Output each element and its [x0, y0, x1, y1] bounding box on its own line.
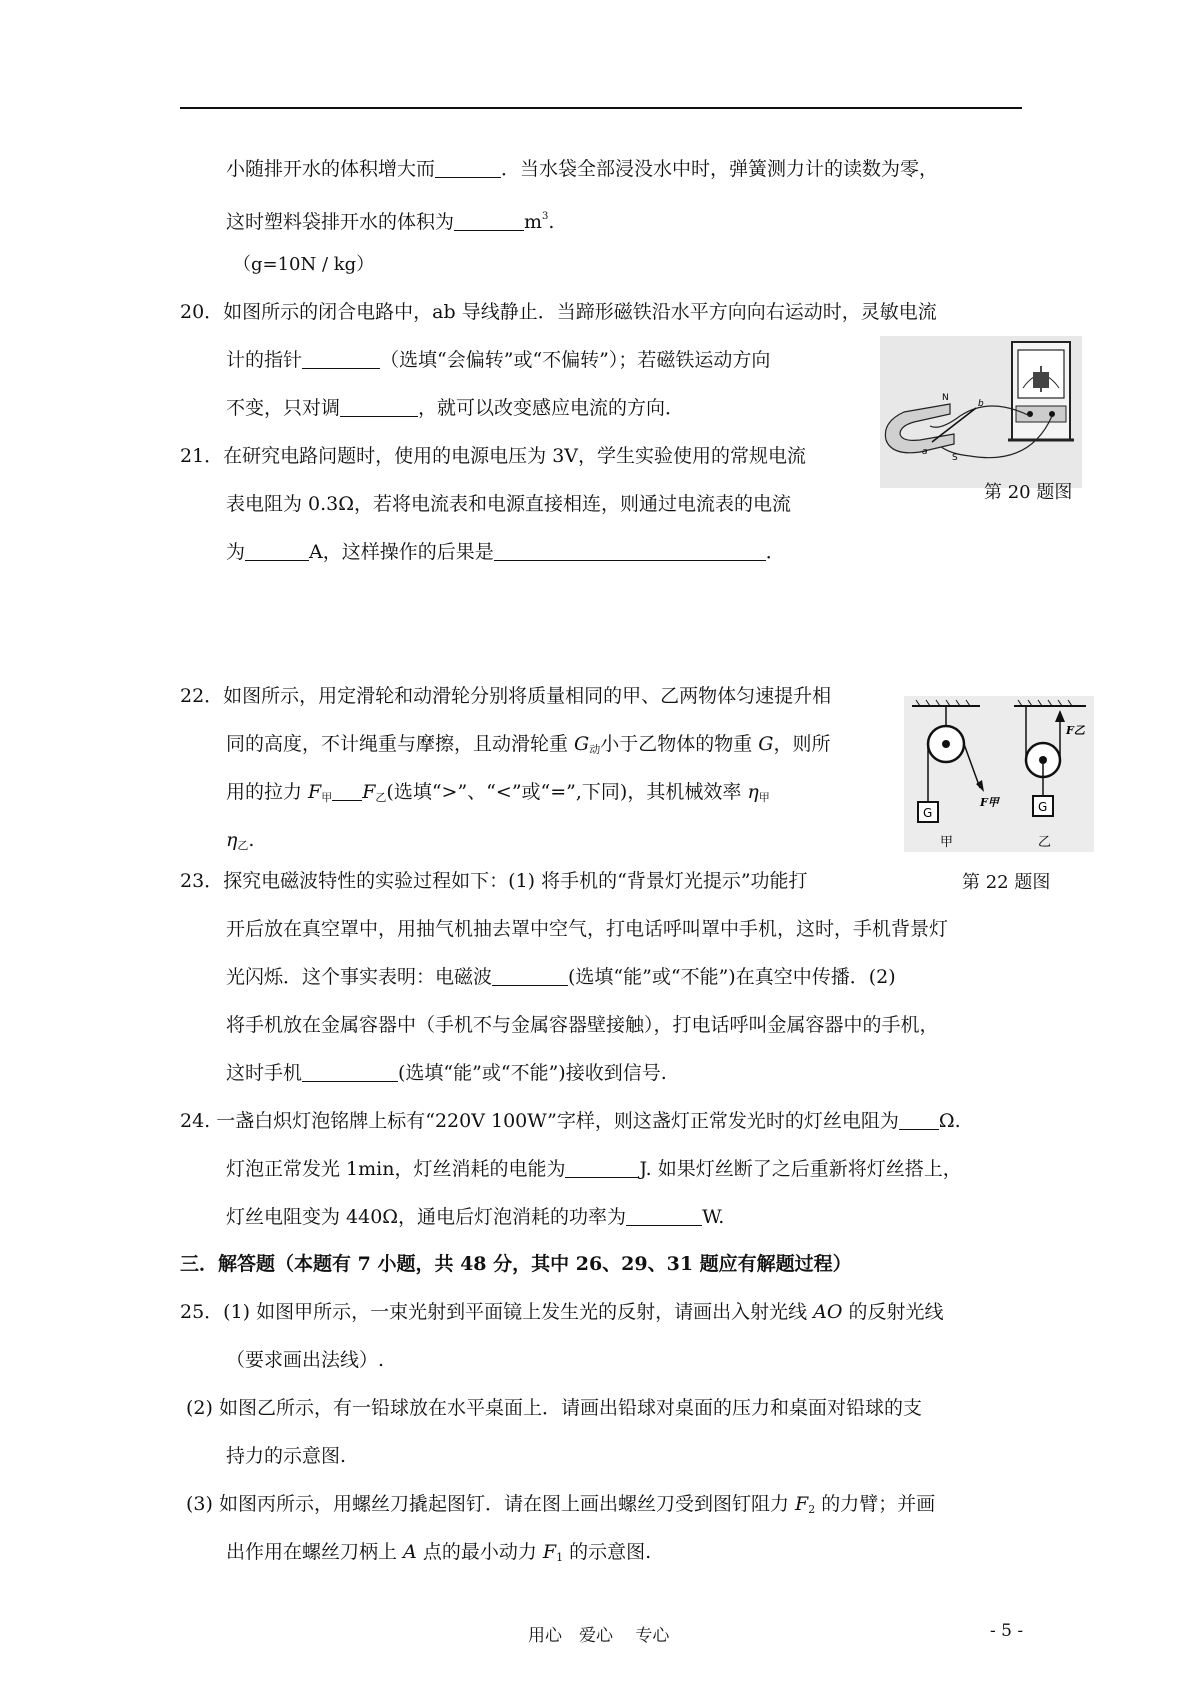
q22-blank-1[interactable] — [332, 782, 362, 801]
figure-20-galvanometer-circuit — [880, 336, 1082, 488]
q24-line-3: 灯丝电阻变为 440Ω，通电后灯泡消耗的功率为 W. — [226, 1206, 725, 1228]
q20-blank-1[interactable] — [302, 350, 380, 369]
q21-line-1: 21．在研究电路问题时，使用的电源电压为 3V，学生实验使用的常规电流 — [180, 445, 807, 467]
q24-blank-1[interactable] — [899, 1111, 939, 1130]
q23-line-5: 这时手机 (选填“能”或“不能”)接收到信号. — [226, 1062, 667, 1084]
q21-blank-1[interactable] — [245, 542, 309, 561]
q24-blank-3[interactable] — [626, 1207, 702, 1226]
q23-line-2: 开后放在真空罩中，用抽气机抽去罩中空气，打电话呼叫罩中手机，这时，手机背景灯 — [226, 918, 949, 940]
conductor-a-label: a — [922, 447, 928, 457]
magnet-s-label: S — [952, 453, 958, 463]
label-f-jia: F甲 — [980, 796, 999, 809]
q24-line-1: 24. 一盏白炽灯泡铭牌上标有“220V 100W”字样，则这盏灯正常发光时的灯丝电阻为 Ω. — [180, 1110, 961, 1132]
q21-line-2: 表电阻为 0.3Ω，若将电流表和电源直接相连，则通过电流表的电流 — [226, 493, 792, 515]
magnet-n-label: N — [942, 393, 949, 403]
section-3-title: 三．解答题（本题有 7 小题，共 48 分，其中 26、29、31 题应有解题过程） — [180, 1253, 852, 1275]
q19-blank-2[interactable] — [454, 212, 524, 231]
conductor-b-label: b — [978, 399, 984, 409]
q24-line-2: 灯泡正常发光 1min，灯丝消耗的电能为 J. 如果灯丝断了之后重新将灯丝搭上， — [226, 1158, 962, 1180]
q23-line-3: 光闪烁．这个事实表明：电磁波 (选填“能”或“不能”)在真空中传播．(2) — [226, 966, 896, 988]
q22-line-4: $\eta_乙$. — [226, 829, 255, 852]
figure-22-pulleys — [904, 696, 1094, 852]
q21-line-3: 为 A，这样操作的后果是 ． — [226, 541, 785, 563]
q19-line-1: 小随排开水的体积增大而 ．当水袋全部浸没水中时，弹簧测力计的读数为零， — [226, 158, 939, 180]
q23-blank-1[interactable] — [492, 967, 568, 986]
q23-line-4: 将手机放在金属容器中（手机不与金属容器壁接触），打电话呼叫金属容器中的手机， — [226, 1014, 939, 1036]
q20-line-1: 20．如图所示的闭合电路中，ab 导线静止．当蹄形磁铁沿水平方向向右运动时，灵敏电流 — [180, 301, 937, 323]
q23-line-1: 23．探究电磁波特性的实验过程如下：(1) 将手机的“背景灯光提示”功能打 — [180, 870, 808, 892]
load-yi-label: G — [1038, 800, 1048, 814]
q20-line-2: 计的指针 （选填“会偏转”或“不偏转”）；若磁铁运动方向 — [226, 349, 771, 371]
q25-line-5: (3) 如图丙所示，用螺丝刀撬起图钉．请在图上画出螺丝刀受到图钉阻力 $F_2$ 的力臂；并画 — [186, 1493, 936, 1516]
load-jia-label: G — [923, 806, 933, 820]
movable-pulley-axle — [1039, 756, 1047, 764]
q25-line-6: 出作用在螺丝刀柄上 A 点的最小动力 $F_1$ 的示意图. — [226, 1541, 652, 1564]
label-yi: 乙 — [1038, 835, 1052, 850]
fixed-pulley-axle — [942, 740, 950, 748]
q22-line-2: 同的高度，不计绳重与摩擦，且动滑轮重 $G_动$小于乙物体的物重 G，则所 — [226, 733, 831, 756]
label-jia: 甲 — [940, 835, 954, 850]
footer-slogan: 用心 爱心 专心 — [528, 1626, 670, 1646]
galvanometer-terminal-base — [1016, 406, 1066, 422]
q22-line-3: 用的拉力 $F_甲$ $F_乙$(选填“>”、“<”或“=”,下同)，其机械效率 $\eta_甲$ — [226, 781, 770, 804]
label-f-yi: F乙 — [1066, 724, 1085, 737]
q25-line-3: (2) 如图乙所示，有一铅球放在水平桌面上．请画出铅球对桌面的压力和桌面对铅球的支 — [186, 1397, 922, 1419]
q21-blank-2[interactable] — [494, 542, 766, 561]
q25-line-4: 持力的示意图. — [226, 1445, 347, 1467]
q22-line-1: 22．如图所示，用定滑轮和动滑轮分别将质量相同的甲、乙两物体匀速提升相 — [180, 685, 832, 707]
figure-20-caption: 第 20 题图 — [984, 482, 1073, 503]
terminal-left-icon — [1027, 411, 1033, 417]
galvanometer-core — [1033, 372, 1049, 388]
q25-line-2: （要求画出法线）. — [226, 1349, 385, 1371]
q24-blank-2[interactable] — [565, 1159, 639, 1178]
q19-line-3: （g=10N / kg） — [233, 254, 375, 275]
q19-blank-1[interactable] — [435, 159, 501, 178]
q20-line-3: 不变，只对调 ，就可以改变感应电流的方向． — [226, 397, 685, 419]
figure-22-background — [904, 696, 1094, 852]
q25-line-1: 25．(1) 如图甲所示，一束光射到平面镜上发生光的反射，请画出入射光线 AO 的反射光线 — [180, 1301, 944, 1323]
q19-line-2: 这时塑料袋排开水的体积为 $m^3$. — [226, 211, 555, 233]
figure-22-caption: 第 22 题图 — [962, 872, 1051, 893]
q23-blank-2[interactable] — [302, 1063, 398, 1082]
page-number: - 5 - — [990, 1621, 1024, 1641]
q20-blank-2[interactable] — [340, 398, 418, 417]
header-rule — [180, 107, 1022, 109]
